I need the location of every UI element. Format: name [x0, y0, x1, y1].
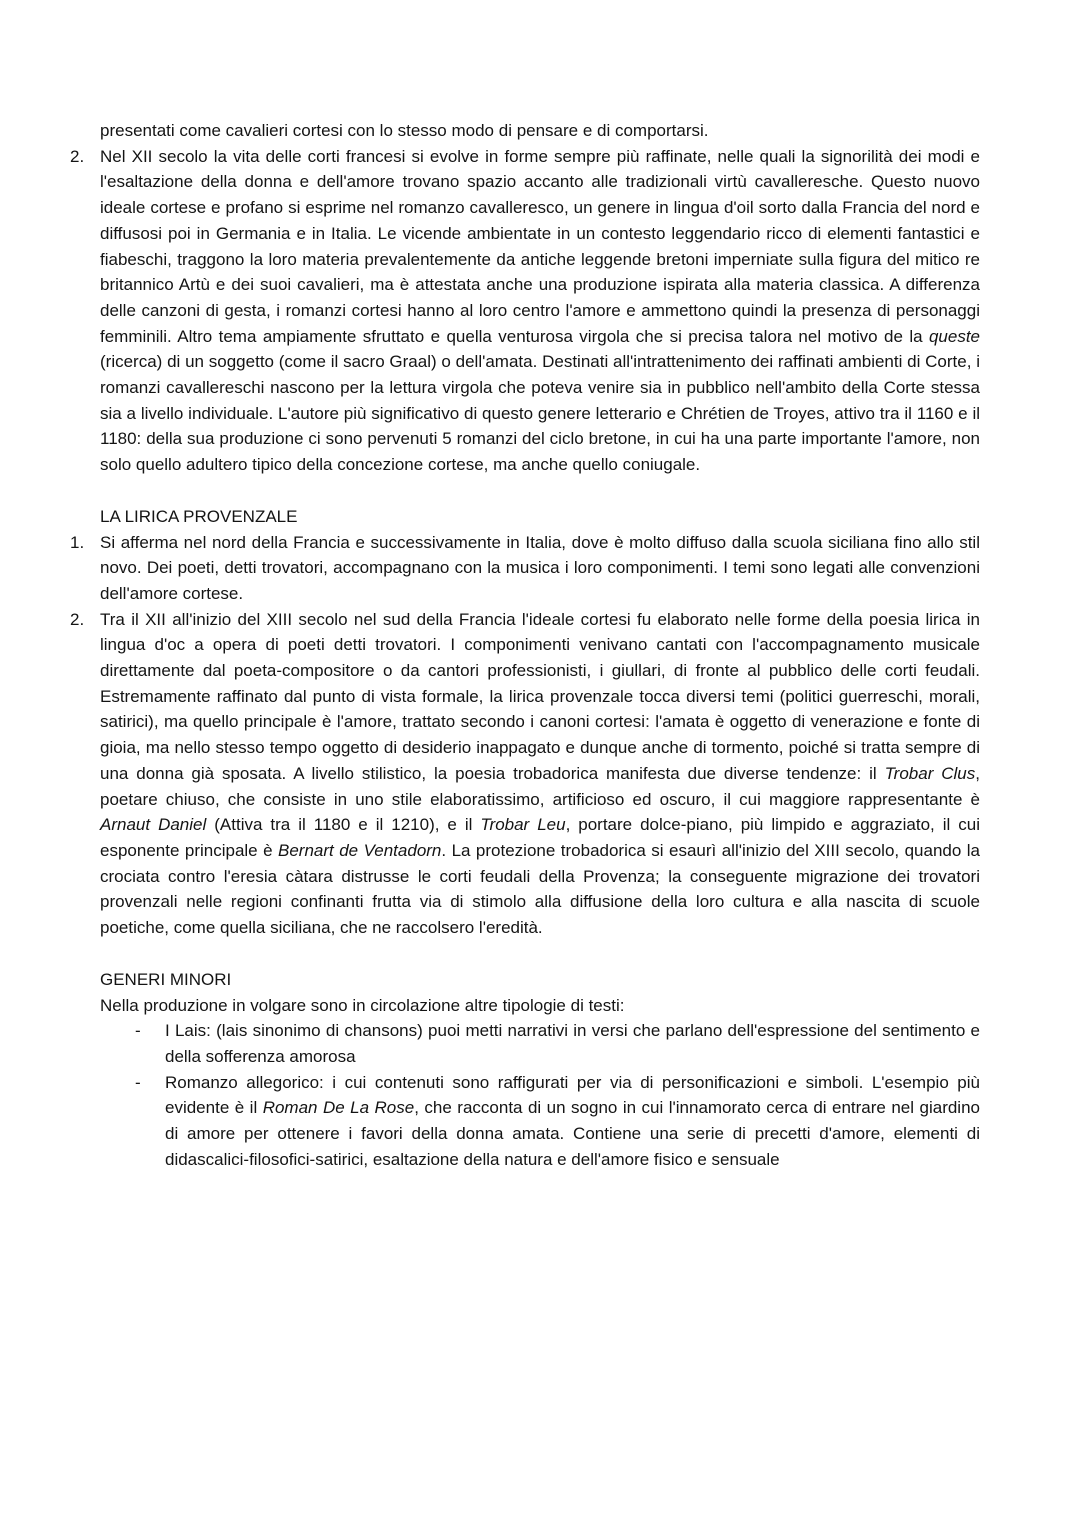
page-content [70, 118, 980, 1172]
text-run: GENERI MINORI [100, 969, 232, 989]
heading [100, 504, 980, 530]
list-item [70, 607, 980, 941]
list-item [135, 1070, 980, 1173]
paragraph [100, 118, 980, 144]
text-content [100, 607, 980, 941]
text-content [165, 1070, 980, 1173]
italic-run: Bernart de Ventadorn [278, 840, 442, 860]
text-run: (ricerca) di un soggetto (come il sacro Graal) o dell'amata. Destinati all'intrattenimento dei raffinati ambienti di Corte, i romanzi cavallereschi nascono per la lettura virgola che poteva venire sia in pubblico nell'ambito della Corte stessa sia a livello individuale. L'autore più significativo di questo genere letterario e Chrétien de Troyes, attivo tra il 1160 e il 1180: della sua produzione ci sono pervenuti 5 romanzi del ciclo bretone, in cui ha una parte importante l'amore, non solo quello adultero tipico della concezione cortese, ma anche quello coniugale. [100, 352, 980, 475]
text-run: Nel XII secolo la vita delle corti francesi si evolve in forme sempre più raffinate, nelle quali la signorilità dei modi e l'esaltazione della donna e dell'amore trovano spazio accanto alle tradizionali virtù cavalleresche. Questo nuovo ideale cortese e profano si esprime nel romanzo cavalleresco, un genere in lingua d'oil sorto dalla Francia del nord e diffusosi poi in Germania e in Italia. Le vicende ambientate in un contesto leggendario ricco di elementi fantastici e fiabeschi, traggono la loro materia prevalentemente da antiche leggende bretoni imperniate sulla figura del mitico re britannico Artù e dei suoi cavalieri, ma è attestata anche una produzione ispirata alla materia classica. A differenza delle canzoni di gesta, i romanzi cortesi hanno al loro centro l'amore e ammettono quindi la presenza di personaggi femminili. Altro tema ampiamente sfruttato e quella venturosa virgola che si precisa talora nel motivo de la [100, 146, 980, 346]
text-content [165, 1018, 980, 1069]
heading [100, 967, 980, 993]
text-content [100, 118, 980, 144]
text-content [100, 530, 980, 607]
italic-run: Roman De La Rose [262, 1098, 415, 1118]
italic-run: queste [928, 326, 980, 346]
list-marker: - [135, 1072, 141, 1092]
text-run: Si afferma nel nord della Francia e successivamente in Italia, dove è molto diffuso dalla scuola siciliana fino allo stil novo. Dei poeti, detti trovatori, accompagnano con la musica i loro componimenti. I temi sono legati alle convenzioni dell'amore cortese. [100, 532, 980, 603]
list-item [70, 144, 980, 478]
text-run: Romanzo allegorico: i cui contenuti sono raffigurati per via di personificazioni e simboli. L'esempio più evidente è il [165, 1072, 980, 1118]
text-run: Nella produzione in volgare sono in circolazione altre tipologie di testi: [100, 995, 625, 1015]
text-run: I Lais: (lais sinonimo di chansons) puoi metti narrativi in versi che parlano dell'espressione del sentimento e della sofferenza amorosa [165, 1021, 980, 1066]
text-run: presentati come cavalieri cortesi con lo stesso modo di pensare e di comportarsi. [100, 121, 709, 140]
spacer [100, 478, 980, 504]
list-marker: 2. [70, 609, 85, 629]
text-run: . La protezione trobadorica si esaurì all'inizio del XIII secolo, quando la crociata contro l'eresia càtara distrusse le corti feudali della Provenza; la conseguente migrazione dei trovatori provenzali nelle regioni confinanti frutta via di stimolo alla diffusione della loro cultura e alla nascita di scuole poetiche, come quella siciliana, che ne raccolsero l'eredità. [100, 840, 980, 938]
list-item [70, 530, 980, 607]
italic-run: Trobar Leu [480, 815, 566, 835]
text-content [100, 144, 980, 478]
text-run: LA LIRICA PROVENZALE [100, 506, 298, 526]
text-run: , portare dolce-piano, più limpido e aggraziato, il cui esponente principale è [100, 815, 980, 860]
list-marker: 2. [70, 146, 85, 166]
text-run: , che racconta di un sogno in cui l'innamorato cerca di entrare nel giardino di amore per ottenere i favori della donna amata. Contiene una serie di precetti d'amore, elementi di didascalici-filosofici-satirici, esaltazione della natura e dell'amore fisico e sensuale [165, 1098, 980, 1169]
italic-run: Arnaut Daniel [100, 815, 207, 835]
text-content [100, 993, 980, 1019]
list-marker: 1. [70, 532, 85, 552]
text-content [100, 967, 980, 993]
spacer [100, 941, 980, 967]
italic-run: Trobar Clus [884, 763, 976, 783]
list-marker: - [135, 1021, 141, 1041]
text-content [100, 504, 980, 530]
text-run: Tra il XII all'inizio del XIII secolo nel sud della Francia l'ideale cortesi fu elaborato nelle forme della poesia lirica in lingua d'oc a opera di poeti detti trovatori. I componimenti venivano cantati con l'accompagnamento musicale direttamente dal poeta-compositore o da cantori professionisti, i giullari, di fronte al pubblico delle corti feudali. Estremamente raffinato dal punto di vista formale, la lirica provenzale tocca diversi temi (politici guerreschi, morali, satirici), ma quello principale è l'amore, trattato secondo i canoni cortesi: l'amata è oggetto di venerazione e fonte di gioia, ma nello stesso tempo oggetto di desiderio inappagato e dunque anche di tormento, poiché si tratta sempre di una donna già sposata. A livello stilistico, la poesia trobadorica manifesta due diverse tendenze: il [100, 609, 980, 783]
text-run: , poetare chiuso, che consiste in uno stile elaboratissimo, artificioso ed oscuro, il cui maggiore rappresentante è [100, 763, 980, 809]
paragraph [100, 993, 980, 1019]
text-run: (Attiva tra il 1180 e il 1210), e il [206, 815, 481, 835]
list-item [135, 1018, 980, 1069]
